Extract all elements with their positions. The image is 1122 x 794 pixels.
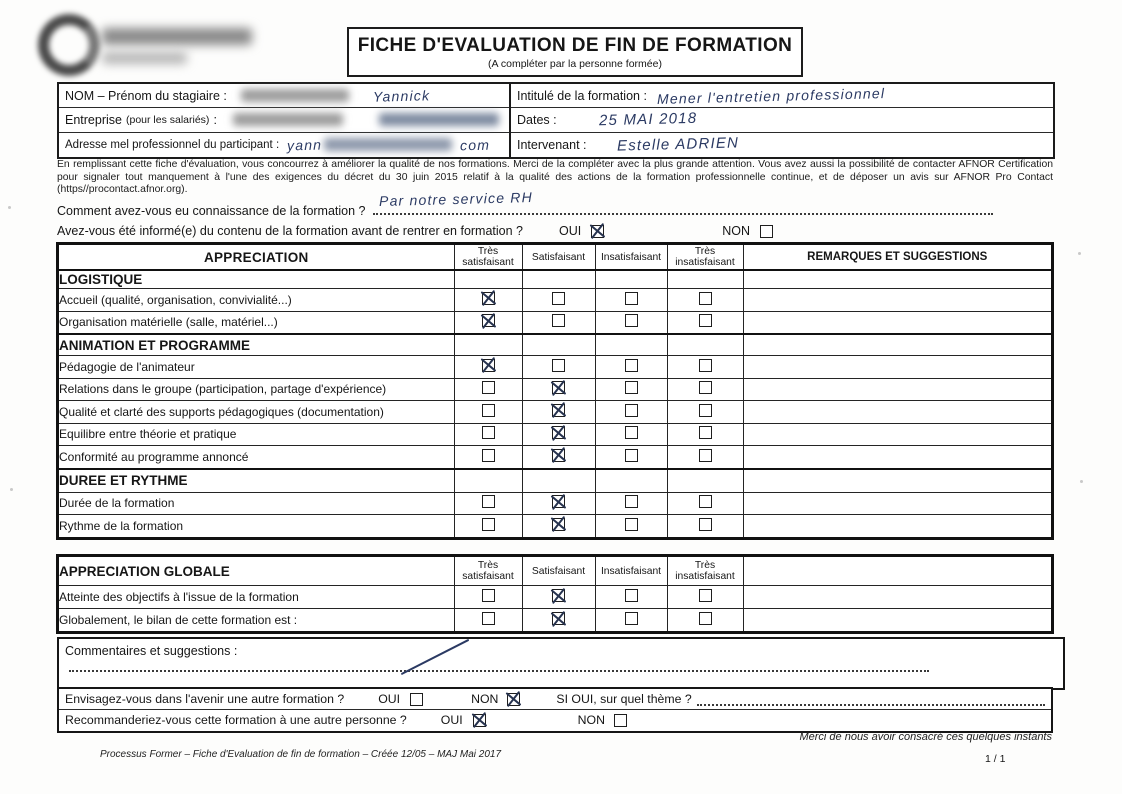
col-remarques: REMARQUES ET SUGGESTIONS	[743, 244, 1052, 270]
checkbox-insatisfaisant[interactable]	[595, 311, 667, 334]
logo-mark-icon	[38, 14, 100, 76]
checkbox-insatisfaisant[interactable]	[595, 515, 667, 538]
checkbox-tres-insatisfaisant[interactable]	[667, 492, 743, 515]
checkbox-non[interactable]	[760, 225, 773, 238]
checkbox-tres-satisfaisant[interactable]	[454, 492, 522, 515]
checkbox-tres-satisfaisant[interactable]	[454, 423, 522, 446]
empty-cell	[667, 270, 743, 289]
question-recommandation	[59, 710, 1051, 730]
remarques-cell[interactable]	[743, 515, 1052, 538]
remarques-cell[interactable]	[743, 289, 1052, 312]
checkbox-tres-satisfaisant[interactable]	[454, 289, 522, 312]
field-nom-value[interactable]: Yannick	[372, 86, 431, 105]
comments-label: Commentaires et suggestions :	[65, 644, 238, 658]
checkbox-satisfaisant[interactable]	[522, 515, 595, 538]
checkbox-tres-satisfaisant[interactable]	[454, 311, 522, 334]
question-connaissance-answer: Par notre service RH	[378, 188, 534, 210]
row-label: Relations dans le groupe (participation, partage d'expérience)	[58, 378, 454, 401]
checkbox-insatisfaisant[interactable]	[595, 401, 667, 424]
empty-cell	[667, 334, 743, 356]
section-title: DUREE ET RYTHME	[58, 469, 454, 493]
table-row	[58, 401, 1052, 424]
checkbox-satisfaisant[interactable]	[522, 609, 595, 633]
redaction-blur	[102, 28, 252, 45]
checkbox-oui[interactable]	[473, 714, 486, 727]
checkbox-non[interactable]	[614, 714, 627, 727]
checkbox-tres-insatisfaisant[interactable]	[667, 609, 743, 633]
remarques-cell[interactable]	[743, 446, 1052, 469]
comments-line-1[interactable]	[69, 658, 929, 672]
remarques-cell[interactable]	[743, 609, 1052, 633]
checkbox-tres-satisfaisant[interactable]	[454, 356, 522, 379]
question-autre-formation-label: Envisagez-vous dans l'avenir une autre formation ?	[65, 692, 345, 706]
remarques-cell[interactable]	[743, 586, 1052, 609]
row-label: Accueil (qualité, organisation, convivialité...)	[58, 289, 454, 312]
checkbox-tres-insatisfaisant[interactable]	[667, 401, 743, 424]
empty-cell	[667, 469, 743, 493]
row-label: Conformité au programme annoncé	[58, 446, 454, 469]
checkbox-satisfaisant[interactable]	[522, 401, 595, 424]
trainee-info-table	[57, 82, 1055, 159]
checkbox-insatisfaisant[interactable]	[595, 289, 667, 312]
table-row	[58, 586, 1052, 609]
empty-cell	[743, 270, 1052, 289]
page-subtitle: (A compléter par la personne formée)	[488, 57, 662, 70]
checkbox-tres-insatisfaisant[interactable]	[667, 446, 743, 469]
table-row	[58, 289, 1052, 312]
oui-label: OUI	[440, 713, 463, 727]
checkbox-tres-satisfaisant[interactable]	[454, 446, 522, 469]
checkbox-satisfaisant[interactable]	[522, 423, 595, 446]
checkbox-tres-insatisfaisant[interactable]	[667, 586, 743, 609]
empty-cell	[743, 469, 1052, 493]
scan-artifact	[10, 488, 13, 491]
row-label: Durée de la formation	[58, 492, 454, 515]
checkbox-insatisfaisant[interactable]	[595, 423, 667, 446]
table-row	[58, 515, 1052, 538]
field-entreprise-label: Entreprise	[65, 112, 122, 127]
table-row	[58, 378, 1052, 401]
checkbox-satisfaisant[interactable]	[522, 446, 595, 469]
field-intervenant-value[interactable]: Estelle ADRIEN	[616, 134, 739, 155]
checkbox-insatisfaisant[interactable]	[595, 492, 667, 515]
field-adresse	[59, 133, 511, 157]
non-label: NON	[471, 692, 499, 706]
answer-line[interactable]	[373, 188, 993, 215]
scan-artifact	[1080, 480, 1083, 483]
field-dates	[511, 108, 1053, 132]
redaction-blur	[233, 113, 343, 126]
remarques-cell[interactable]	[743, 311, 1052, 334]
remarques-cell[interactable]	[743, 492, 1052, 515]
footer-process-reference: Processus Former – Fiche d'Evaluation de fin de formation – Créée 12/05 – MAJ Mai 2017	[100, 749, 502, 760]
table-header-row	[58, 556, 1052, 586]
thanks-note: Merci de nous avoir consacré ces quelques instants	[799, 731, 1052, 743]
row-label: Equilibre entre théorie et pratique	[58, 423, 454, 446]
checkbox-tres-insatisfaisant[interactable]	[667, 378, 743, 401]
empty-cell	[595, 469, 667, 493]
row-label: Qualité et clarté des supports pédagogiques (documentation)	[58, 401, 454, 424]
checkbox-satisfaisant[interactable]	[522, 356, 595, 379]
empty-cell	[454, 270, 522, 289]
table-row	[58, 492, 1052, 515]
field-adresse-value-end[interactable]: com	[460, 136, 491, 154]
row-label: Organisation matérielle (salle, matériel...)	[58, 311, 454, 334]
checkbox-non[interactable]	[507, 693, 520, 706]
redaction-blur	[241, 89, 349, 102]
redaction-blur	[324, 138, 452, 151]
col-tres-satisfaisant: Très satisfaisant	[454, 556, 522, 586]
field-intitule-label: Intitulé de la formation :	[517, 88, 647, 103]
page-number: 1 / 1	[985, 753, 1006, 765]
empty-cell	[454, 469, 522, 493]
checkbox-oui[interactable]	[410, 693, 423, 706]
field-intitule-value[interactable]: Mener l'entretien professionnel	[656, 84, 886, 107]
checkbox-satisfaisant[interactable]	[522, 289, 595, 312]
redaction-blur	[102, 52, 187, 64]
checkbox-tres-insatisfaisant[interactable]	[667, 311, 743, 334]
checkbox-tres-satisfaisant[interactable]	[454, 378, 522, 401]
table-row	[58, 446, 1052, 469]
field-nom-label: NOM – Prénom du stagiaire :	[65, 88, 227, 103]
row-label: Rythme de la formation	[58, 515, 454, 538]
col-satisfaisant: Satisfaisant	[522, 244, 595, 270]
afnor-notice: En remplissant cette fiche d'évaluation, vous concourrez à améliorer la qualité de nos formations. Merci de la compléter avec la plus grande attention. Vous avez aussi la possibilité de contacter AFNOR Certification pour signaler tout manquement à l'une des exigences du décret du 30 juin 2015 relatif à la qualité des actions de la formation professionnelle continue, et de déposer un avis sur AFNOR Pro Contact (https//procontact.afnor.org).	[57, 159, 1053, 195]
company-logo	[36, 12, 396, 70]
table-row	[58, 423, 1052, 446]
global-appreciation-table	[57, 555, 1053, 633]
section-logistique	[58, 270, 1052, 289]
field-nom	[59, 84, 511, 108]
col-insatisfaisant: Insatisfaisant	[595, 556, 667, 586]
col-tres-insatisfaisant: Très insatisfaisant	[667, 244, 743, 270]
col-tres-satisfaisant: Très satisfaisant	[454, 244, 522, 270]
col-insatisfaisant: Insatisfaisant	[595, 244, 667, 270]
question-recommandation-label: Recommanderiez-vous cette formation à une autre personne ?	[65, 713, 407, 727]
table-header-row	[58, 244, 1052, 270]
checkbox-tres-satisfaisant[interactable]	[454, 515, 522, 538]
checkbox-tres-insatisfaisant[interactable]	[667, 356, 743, 379]
page-title: FICHE D'EVALUATION DE FIN DE FORMATION	[357, 34, 793, 56]
appreciation-table	[57, 243, 1053, 539]
row-label: Globalement, le bilan de cette formation est :	[58, 609, 454, 633]
field-dates-label: Dates :	[517, 112, 557, 127]
table-row	[58, 356, 1052, 379]
empty-cell	[743, 334, 1052, 356]
field-intervenant	[511, 133, 1053, 157]
field-entreprise	[59, 108, 511, 132]
remarques-cell[interactable]	[743, 378, 1052, 401]
checkbox-tres-insatisfaisant[interactable]	[667, 515, 743, 538]
checkbox-tres-satisfaisant[interactable]	[454, 586, 522, 609]
checkbox-insatisfaisant[interactable]	[595, 356, 667, 379]
oui-label: OUI	[559, 224, 582, 238]
empty-cell	[595, 334, 667, 356]
question-connaissance-label: Comment avez-vous eu connaissance de la formation ?	[57, 204, 366, 218]
table-row	[58, 311, 1052, 334]
checkbox-tres-insatisfaisant[interactable]	[667, 289, 743, 312]
empty-cell	[522, 334, 595, 356]
checkbox-tres-satisfaisant[interactable]	[454, 609, 522, 633]
checkbox-tres-insatisfaisant[interactable]	[667, 423, 743, 446]
remarques-cell[interactable]	[743, 423, 1052, 446]
field-entreprise-colon: :	[213, 112, 217, 127]
col-satisfaisant: Satisfaisant	[522, 556, 595, 586]
checkbox-oui[interactable]	[591, 225, 604, 238]
field-entreprise-paren: (pour les salariés)	[125, 113, 210, 126]
col-appreciation: APPRECIATION	[58, 244, 454, 270]
section-duree	[58, 469, 1052, 493]
question-informe-label: Avez-vous été informé(e) du contenu de la formation avant de rentrer en formation ?	[57, 224, 523, 238]
checkbox-satisfaisant[interactable]	[522, 311, 595, 334]
checkbox-satisfaisant[interactable]	[522, 378, 595, 401]
section-title: LOGISTIQUE	[58, 270, 454, 289]
redaction-blur	[379, 113, 499, 126]
checkbox-satisfaisant[interactable]	[522, 586, 595, 609]
theme-answer-line[interactable]	[697, 692, 1045, 706]
table-row	[58, 609, 1052, 633]
empty-header-cell	[743, 556, 1052, 586]
question-informe	[57, 224, 1053, 238]
checkbox-satisfaisant[interactable]	[522, 492, 595, 515]
future-questions-box	[57, 687, 1053, 733]
empty-cell	[595, 270, 667, 289]
remarques-cell[interactable]	[743, 401, 1052, 424]
non-label: NON	[577, 713, 605, 727]
field-dates-value[interactable]: 25 MAI 2018	[598, 110, 698, 130]
empty-cell	[454, 334, 522, 356]
row-label: Atteinte des objectifs à l'issue de la formation	[58, 586, 454, 609]
comments-box	[57, 637, 1065, 690]
col-tres-insatisfaisant: Très insatisfaisant	[667, 556, 743, 586]
question-autre-formation	[59, 689, 1051, 710]
form-title-box	[347, 27, 803, 77]
remarques-cell[interactable]	[743, 356, 1052, 379]
scan-artifact	[8, 206, 11, 209]
si-oui-theme-label: SI OUI, sur quel thème ?	[556, 692, 692, 706]
field-adresse-label: Adresse mel professionnel du participant :	[65, 138, 280, 151]
field-adresse-value-start[interactable]: yann	[286, 136, 323, 154]
non-label: NON	[722, 224, 751, 238]
scan-artifact	[1078, 252, 1081, 255]
row-label: Pédagogie de l'animateur	[58, 356, 454, 379]
empty-cell	[522, 469, 595, 493]
global-title: APPRECIATION GLOBALE	[58, 556, 454, 586]
section-animation	[58, 334, 1052, 356]
checkbox-insatisfaisant[interactable]	[595, 586, 667, 609]
field-intervenant-label: Intervenant :	[517, 137, 587, 152]
field-intitule	[511, 84, 1053, 108]
question-connaissance	[57, 188, 1053, 218]
checkbox-insatisfaisant[interactable]	[595, 378, 667, 401]
empty-cell	[522, 270, 595, 289]
section-title: ANIMATION ET PROGRAMME	[58, 334, 454, 356]
checkbox-insatisfaisant[interactable]	[595, 446, 667, 469]
checkbox-insatisfaisant[interactable]	[595, 609, 667, 633]
checkbox-tres-satisfaisant[interactable]	[454, 401, 522, 424]
oui-label: OUI	[378, 692, 401, 706]
